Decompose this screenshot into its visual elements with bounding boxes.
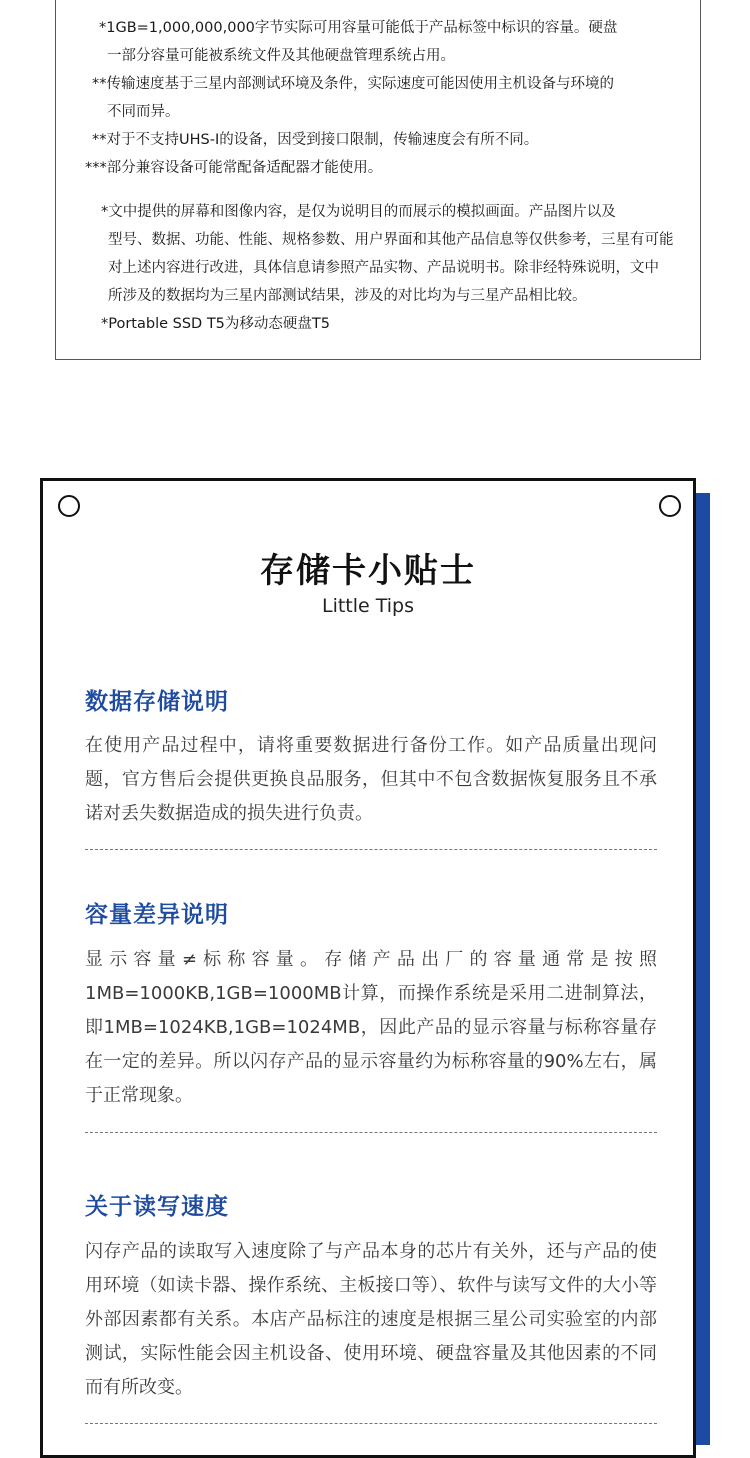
section-body-data-storage: 在使用产品过程中，请将重要数据进行备份工作。如产品质量出现问题，官方售后会提供更换良品服务，但其中不包含数据恢复服务且不承诺对丢失数据造成的损失进行负责。 [85,735,657,824]
punch-hole-icon [659,495,681,517]
section-divider [85,849,657,850]
footnote-line: 所涉及的数据均为三星内部测试结果，涉及的对比均为与三星产品相比较。 [108,288,587,304]
section-body-capacity: 显示容量≠标称容量。存储产品出厂的容量通常是按照1MB=1000KB,1GB=1000MB计算，而操作系统是采用二进制算法，即1MB=1024KB,1GB=1024MB，因此产品的显示容量与标称容量存在一定的差异。所以闪存产品的显示容量约为标称容量的90%左右，属于正常现象。 [85,949,657,1106]
footnote-line: *Portable SSD T5为移动态硬盘T5 [101,316,330,332]
footnote-line: 对上述内容进行改进，具体信息请参照产品实物、产品说明书。除非经特殊说明，文中 [108,260,659,276]
footnote-line: 型号、数据、功能、性能、规格参数、用户界面和其他产品信息等仅供参考，三星有可能 [108,232,674,248]
section-heading-capacity: 容量差异说明 [85,902,229,928]
footnote-line: **传输速度基于三星内部测试环境及条件，实际速度可能因使用主机设备与环境的 [92,76,614,92]
card-title: 存储卡小贴士 [260,551,476,591]
section-heading-speed: 关于读写速度 [85,1194,229,1220]
footnote-line: *1GB=1,000,000,000字节实际可用容量可能低于产品标签中标识的容量。硬盘 [99,20,618,36]
footnote-line: **对于不支持UHS-I的设备，因受到接口限制，传输速度会有所不同。 [92,132,539,148]
section-divider [85,1423,657,1424]
footnote-line: 不同而异。 [107,104,180,120]
footnote-line: ***部分兼容设备可能常配备适配器才能使用。 [85,160,383,176]
section-body-speed: 闪存产品的读取写入速度除了与产品本身的芯片有关外，还与产品的使用环境（如读卡器、操作系统、主板接口等）、软件与读写文件的大小等外部因素都有关系。本店产品标注的速度是根据三星公司实验室的内部测试，实际性能会因主机设备、使用环境、硬盘容量及其他因素的不同而有所改变。 [85,1241,657,1398]
punch-hole-icon [58,495,80,517]
footnote-line: 一部分容量可能被系统文件及其他硬盘管理系统占用。 [107,48,455,64]
footnotes-box [55,0,701,360]
footnote-line: *文中提供的屏幕和图像内容，是仅为说明目的而展示的模拟画面。产品图片以及 [101,204,616,220]
tips-card [40,478,696,1458]
section-divider [85,1132,657,1133]
card-subtitle: Little Tips [321,595,415,617]
card-accent-shadow [695,493,710,1445]
section-heading-data-storage: 数据存储说明 [85,689,229,715]
